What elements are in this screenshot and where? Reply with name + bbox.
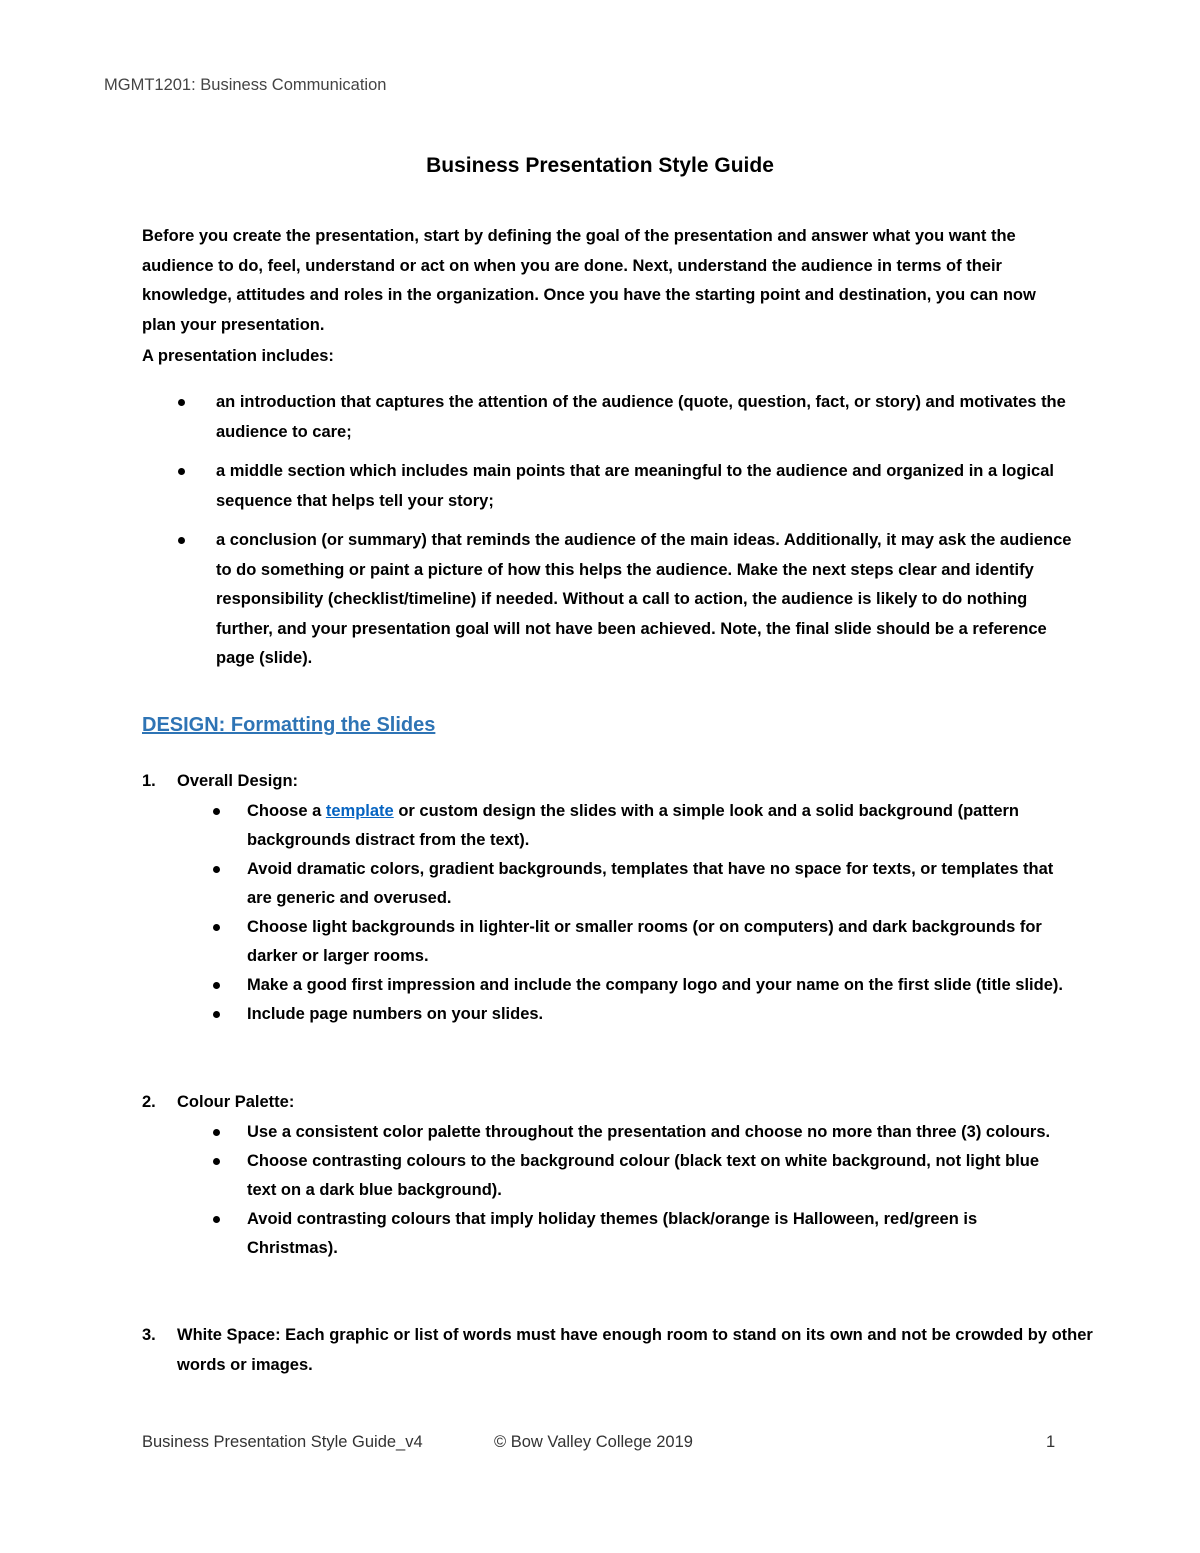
intro-paragraph xyxy=(142,222,1062,340)
includes-list xyxy=(142,388,1082,684)
list-item: Choose contrasting colours to the background colour (black text on white background, not light blue text on a dark blue background). xyxy=(142,1147,1072,1205)
footer-copyright: © Bow Valley College 2019 xyxy=(494,1433,693,1451)
includes-label: A presentation includes: xyxy=(142,347,334,365)
list-item: Choose light backgrounds in lighter-lit or smaller rooms (or on computers) and dark backgrounds for darker or larger rooms. xyxy=(142,913,1072,971)
document-title: Business Presentation Style Guide xyxy=(426,154,774,177)
bullet-icon xyxy=(213,1158,220,1165)
list-item: a conclusion (or summary) that reminds the audience of the main ideas. Additionally, it may ask the audience to do something or paint a picture of how this helps the audience. Make the next steps clear and identify responsibility (checklist/timeline) if needed. Without a call to action, the audience is likely to do nothing further, and your presentation goal will not have been achieved. Note, the final slide should be a reference page (slide). xyxy=(142,526,1082,674)
colour-palette-heading: 2. Colour Palette: xyxy=(142,1093,295,1111)
bullet-icon xyxy=(213,866,220,873)
overall-design-list xyxy=(142,797,1072,1029)
bullet-icon xyxy=(213,808,220,815)
colour-palette-list xyxy=(142,1118,1072,1263)
intro-text: Before you create the presentation, start by defining the goal of the presentation and answer what you want the audience to do, feel, understand or act on when you are done. Next, understand the audience in terms of their knowledge, attitudes and roles in the organization. Once you have the starting point and destination, you can now plan your presentation. xyxy=(142,227,1036,334)
list-item: Include page numbers on your slides. xyxy=(142,1000,1072,1029)
bullet-icon xyxy=(213,1129,220,1136)
list-item: Avoid dramatic colors, gradient backgrounds, templates that have no space for texts, or templates that are generic and overused. xyxy=(142,855,1072,913)
overall-design-heading: 1. Overall Design: xyxy=(142,772,299,790)
list-item: Choose a template or custom design the slides with a simple look and a solid background (pattern backgrounds distract from the text). xyxy=(142,797,1072,855)
bullet-icon xyxy=(178,399,185,406)
template-link[interactable]: template xyxy=(325,802,394,820)
bullet-icon xyxy=(213,982,220,989)
list-item: a middle section which includes main points that are meaningful to the audience and organized in a logical sequence that helps tell your story; xyxy=(142,457,1082,516)
list-item: an introduction that captures the attention of the audience (quote, question, fact, or story) and motivates the audience to care; xyxy=(142,388,1082,447)
page-header: MGMT1201: Business Communication xyxy=(104,76,387,94)
list-item: Use a consistent color palette throughout the presentation and choose no more than three (3) colours. xyxy=(142,1118,1072,1147)
bullet-icon xyxy=(213,1011,220,1018)
bullet-icon xyxy=(213,1216,220,1223)
bullet-icon xyxy=(213,924,220,931)
bullet-icon xyxy=(178,537,185,544)
list-item: Avoid contrasting colours that imply holiday themes (black/orange is Halloween, red/green is Christmas). xyxy=(142,1205,1072,1263)
bullet-icon xyxy=(178,468,185,475)
footer-doc-name: Business Presentation Style Guide_v4 xyxy=(142,1433,423,1451)
white-space-item: 3. White Space: Each graphic or list of words must have enough room to stand on its own and not be crowded by other words or images. xyxy=(142,1326,1093,1374)
section-heading-design: DESIGN: Formatting the Slides xyxy=(142,714,436,736)
list-item: Make a good first impression and include the company logo and your name on the first slide (title slide). xyxy=(142,971,1072,1000)
page-number: 1 xyxy=(1046,1433,1056,1451)
